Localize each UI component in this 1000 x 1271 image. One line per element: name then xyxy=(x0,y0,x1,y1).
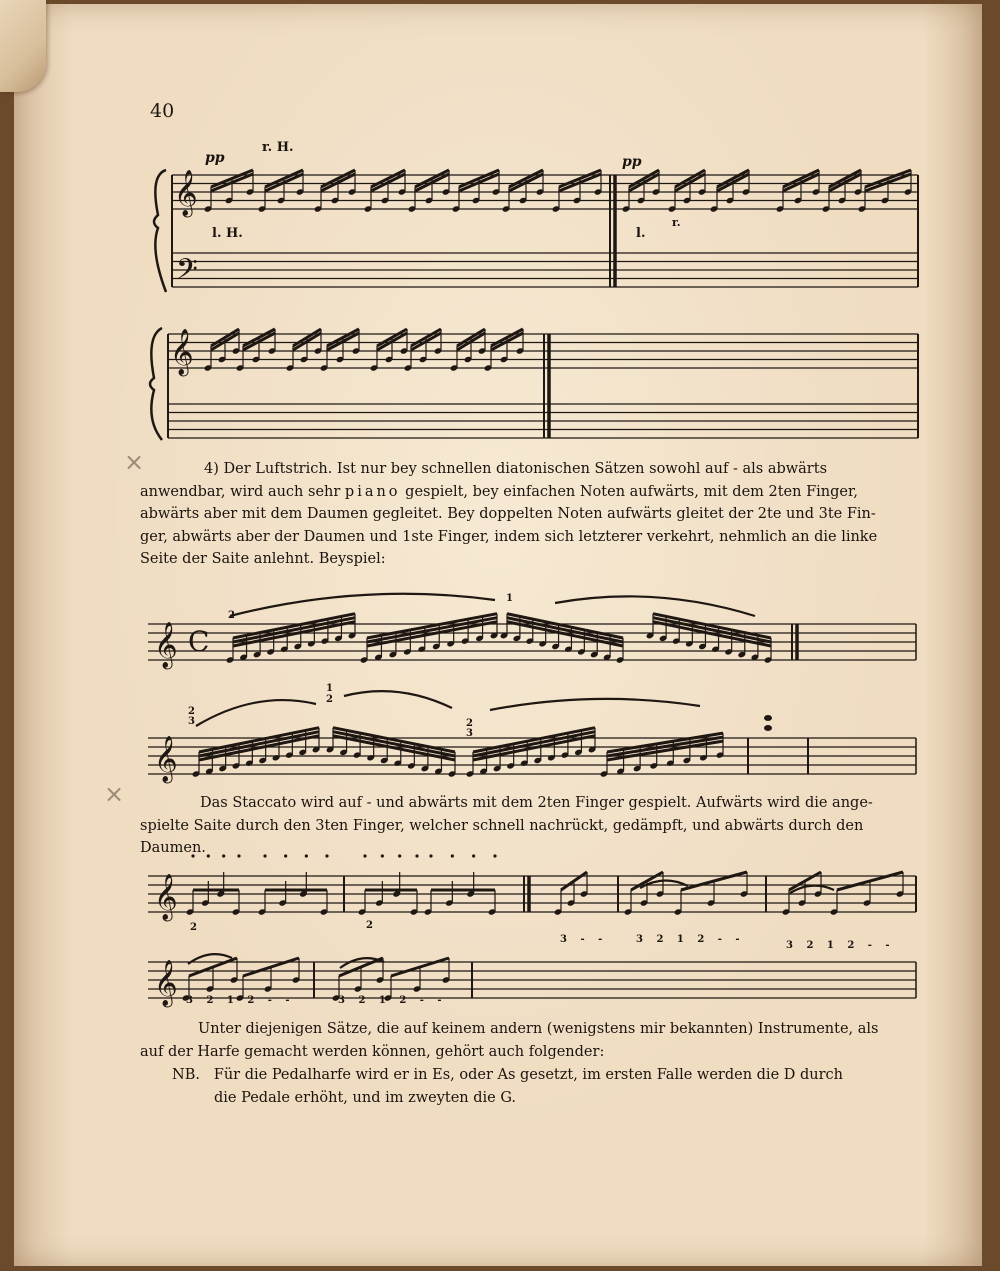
nb-label: NB. xyxy=(172,1067,200,1083)
fingering: 3 2 1 2 - - xyxy=(186,995,295,1006)
fingering: 2 xyxy=(326,694,338,705)
text-fragment: anwendbar, wird auch sehr xyxy=(140,483,341,500)
time-signature: C xyxy=(188,625,210,658)
fingering: 1 xyxy=(326,683,338,694)
fingering: 1 xyxy=(506,593,518,604)
clef: 𝄞 xyxy=(170,329,194,375)
pencil-mark: × xyxy=(124,448,145,476)
fingering: 2 xyxy=(190,922,202,933)
text-line: abwärts aber mit dem Daumen gegleitet. Bey doppelten Noten aufwärts gleitet der 2te und 3te Fin- xyxy=(140,506,876,522)
dynamic-marking: pp xyxy=(205,150,225,166)
notehead xyxy=(764,725,772,731)
fingering: 3 2 1 2 - - xyxy=(636,934,745,945)
text-line: spielte Saite durch den 3ten Finger, welcher schnell nachrückt, gedämpft, und abwärts durch den xyxy=(140,817,864,834)
fingering: 2 xyxy=(366,920,378,931)
text-line: die Pedale erhöht, und im zweyten die G. xyxy=(214,1089,517,1106)
barlines xyxy=(168,175,918,998)
fingering: 3 xyxy=(188,716,200,727)
slur xyxy=(344,691,452,708)
clef: 𝄞 xyxy=(174,170,198,216)
clefs xyxy=(154,170,209,1008)
text-line: 4) Der Luftstrich. Ist nur bey schnellen diatonischen Sätzen sowohl auf - als abwärts xyxy=(204,461,828,477)
text-line: Daumen. xyxy=(140,840,206,856)
pencil-mark: × xyxy=(104,780,125,808)
fingering-marking: r. xyxy=(672,216,681,229)
paragraph-staccato xyxy=(140,792,930,860)
fingering: 2 xyxy=(466,718,478,729)
fingering: 2 xyxy=(188,706,200,717)
slur xyxy=(196,700,316,726)
left-hand-marking: l. H. xyxy=(212,226,243,241)
right-hand-marking: r. H. xyxy=(262,140,294,155)
staff-lines xyxy=(148,175,918,998)
slur xyxy=(490,699,700,710)
clef: 𝄢 xyxy=(176,253,198,293)
dynamic-marking: pp xyxy=(622,154,642,170)
notes xyxy=(182,170,913,1002)
text-line xyxy=(172,1064,932,1087)
paragraph-harfe xyxy=(140,1018,930,1063)
text-fragment: Für die Pedalharfe wird er in Es, oder As gesetzt, im ersten Falle werden die D durch xyxy=(213,1067,844,1083)
paragraph-luftstrich xyxy=(140,458,930,571)
text-fragment: gespielt, bey einfachen Noten aufwärts, mit dem 2ten Finger, xyxy=(405,483,858,500)
clef: 𝄞 xyxy=(154,622,178,668)
fingering: 3 - - xyxy=(560,934,608,945)
fingering: 3 xyxy=(466,728,478,739)
fingering-marking: l. xyxy=(636,226,646,241)
spaced-word: piano xyxy=(344,483,401,500)
clef: 𝄞 xyxy=(154,960,178,1006)
text-line: ger, abwärts aber der Daumen und 1ste Finger, indem sich letzterer verkehrt, nehmlich an die linke xyxy=(140,528,878,545)
slur xyxy=(230,594,495,616)
beam xyxy=(507,618,623,642)
brace xyxy=(150,328,162,440)
notehead xyxy=(764,715,772,721)
clef: 𝄞 xyxy=(154,736,178,782)
beam xyxy=(653,618,771,642)
brace xyxy=(154,170,166,292)
text-line: Seite der Saite anlehnt. Beyspiel: xyxy=(140,551,386,567)
fingering: 3 2 1 2 - - xyxy=(338,995,447,1006)
text-line: Unter diejenigen Sätze, die auf keinem andern (wenigstens mir bekannten) Instrumente, als xyxy=(198,1021,879,1037)
clef: 𝄞 xyxy=(154,874,178,920)
text-line: Das Staccato wird auf - und abwärts mit dem 2ten Finger gespielt. Aufwärts wird die ange- xyxy=(200,795,873,811)
text-line xyxy=(140,481,930,504)
beam xyxy=(333,732,455,756)
text-line: auf der Harfe gemacht werden können, gehört auch folgender: xyxy=(140,1043,605,1060)
nb-note xyxy=(172,1064,932,1109)
page-number: 40 xyxy=(150,100,175,122)
fingering: 3 2 1 2 - - xyxy=(786,940,895,951)
fingering: 2 xyxy=(228,610,240,621)
